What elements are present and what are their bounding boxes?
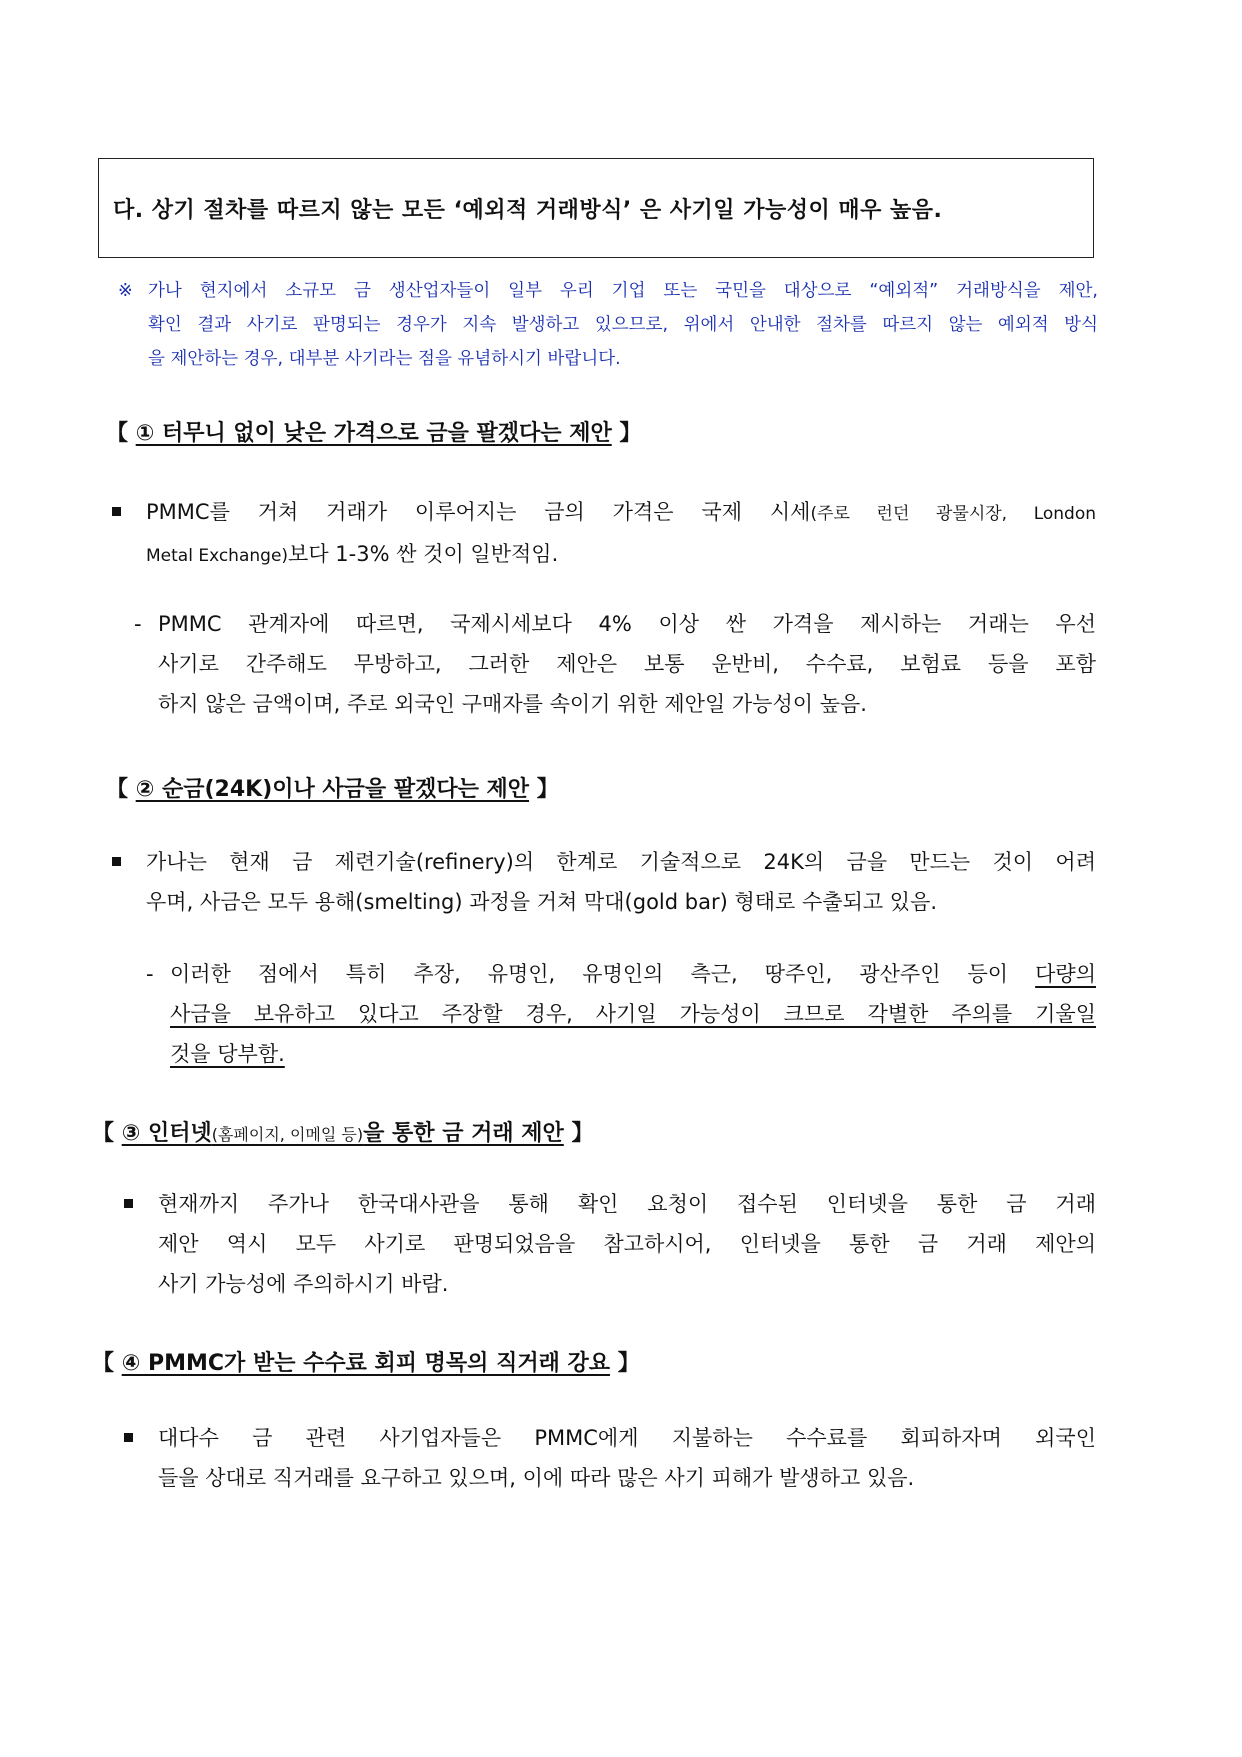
section-1-dash-text [158,604,1096,724]
square-bullet-icon [124,1433,133,1442]
section-4-open-bracket: 【 [92,1351,115,1376]
section-3-title-small: (홈페이지, 이메일 등) [211,1125,364,1144]
note-line-1: 가나 현지에서 소규모 금 생산업자들이 일부 우리 기업 또는 국민을 대상으로 “예외적” 거래방식을 제안, [148,281,1098,301]
note-mark: ※ [118,281,133,301]
section-2-close-bracket: 】 [536,777,559,802]
section-1-title: ① 터무니 없이 낮은 가격으로 금을 팔겠다는 제안 [135,421,612,446]
section-1-bullet-line1-small: (주로 런던 광물시장, London [810,504,1097,524]
section-2-open-bracket: 【 [106,777,129,802]
section-4-bullet-line-1: 대다수 금 관련 사기업자들은 PMMC에게 지불하는 수수료를 회피하자며 외국인 [158,1426,1096,1450]
section-2-dash-text [170,954,1096,1074]
dash-mark: - [134,612,142,636]
section-3-bullet-text [158,1184,1096,1304]
section-3-bullet-line-3: 사기 가능성에 주의하시기 바람. [158,1272,449,1296]
notice-note [118,274,1098,376]
section-3-open-bracket: 【 [92,1121,115,1146]
section-2-dash [146,954,1096,1074]
section-4-bullet-text [158,1418,1096,1498]
section-1-heading [106,416,641,447]
section-4-bullet [124,1418,1096,1498]
section-1-dash-line-3: 하지 않은 금액이며, 주로 외국인 구매자를 속이기 위한 제안일 가능성이 높음. [158,692,867,716]
section-2-dash-line1-underlined: 다량의 [1035,962,1096,986]
square-bullet-icon [112,857,121,866]
section-2-bullet-line-2: 우며, 사금은 모두 용해(smelting) 과정을 거쳐 막대(gold bar) 형태로 수출되고 있음. [146,890,938,914]
section-1-dash [134,604,1096,724]
note-line-2: 확인 결과 사기로 판명되는 경우가 지속 발생하고 있으므로, 위에서 안내한 절차를 따르지 않는 예외적 방식 [148,315,1098,335]
section-2-dash-line1-plain: 이러한 점에서 특히 추장, 유명인, 유명인의 측근, 땅주인, 광산주인 등이 [170,962,1036,986]
section-2-dash-line3-underlined: 것을 당부함. [170,1042,285,1066]
section-2-bullet-text [146,842,1096,922]
section-3-bullet-line-1: 현재까지 주가나 한국대사관을 통해 확인 요청이 접수된 인터넷을 통한 금 거래 [158,1192,1096,1216]
section-1-bullet-line2-main: 보다 1-3% 싼 것이 일반적임. [288,542,559,566]
section-1-dash-line-2: 사기로 간주해도 무방하고, 그러한 제안은 보통 운반비, 수수료, 보험료 등을 포함 [158,652,1096,676]
section-2-heading [106,772,559,803]
headline-text: 다. 상기 절차를 따르지 않는 모든 ‘예외적 거래방식’ 은 사기일 가능성이 매우 높음. [113,198,943,223]
section-3-heading [92,1116,593,1147]
section-3-title-a: ③ 인터넷 [121,1121,212,1146]
section-1-bullet-line1-main: PMMC를 거쳐 거래가 이루어지는 금의 가격은 국제 시세 [146,500,811,524]
section-4-close-bracket: 】 [617,1351,640,1376]
section-4-bullet-line-2: 들을 상대로 직거래를 요구하고 있으며, 이에 따라 많은 사기 피해가 발생하고 있음. [158,1466,915,1490]
dash-mark: - [146,962,154,986]
section-4-title: ④ PMMC가 받는 수수료 회피 명목의 직거래 강요 [121,1351,611,1376]
section-1-open-bracket: 【 [106,421,129,446]
section-3-bullet-line-2: 제안 역시 모두 사기로 판명되었음을 참고하시어, 인터넷을 통한 금 거래 제안의 [158,1232,1096,1256]
section-1-dash-line-1: PMMC 관계자에 따르면, 국제시세보다 4% 이상 싼 가격을 제시하는 거래는 우선 [158,612,1096,636]
square-bullet-icon [112,507,121,516]
section-3-bullet [124,1184,1096,1304]
section-3-title-b: 을 통한 금 거래 제안 [363,1121,564,1146]
note-body [148,274,1098,376]
headline-box [98,158,1094,258]
section-2-bullet-line-1: 가나는 현재 금 제련기술(refinery)의 한계로 기술적으로 24K의 금을 만드는 것이 어려 [146,850,1096,874]
section-4-heading [92,1346,640,1377]
note-line-3: 을 제안하는 경우, 대부분 사기라는 점을 유념하시기 바랍니다. [148,349,621,369]
section-1-bullet-text [146,492,1096,576]
section-2-bullet [112,842,1096,922]
section-1-close-bracket: 】 [619,421,642,446]
section-3-close-bracket: 】 [571,1121,594,1146]
square-bullet-icon [124,1199,133,1208]
section-2-dash-line2-underlined: 사금을 보유하고 있다고 주장할 경우, 사기일 가능성이 크므로 각별한 주의를 기울일 [170,1002,1096,1026]
section-1-bullet-line2-small: Metal Exchange) [146,546,289,566]
section-2-title: ② 순금(24K)이나 사금을 팔겠다는 제안 [135,777,530,802]
section-1-bullet [112,492,1096,576]
